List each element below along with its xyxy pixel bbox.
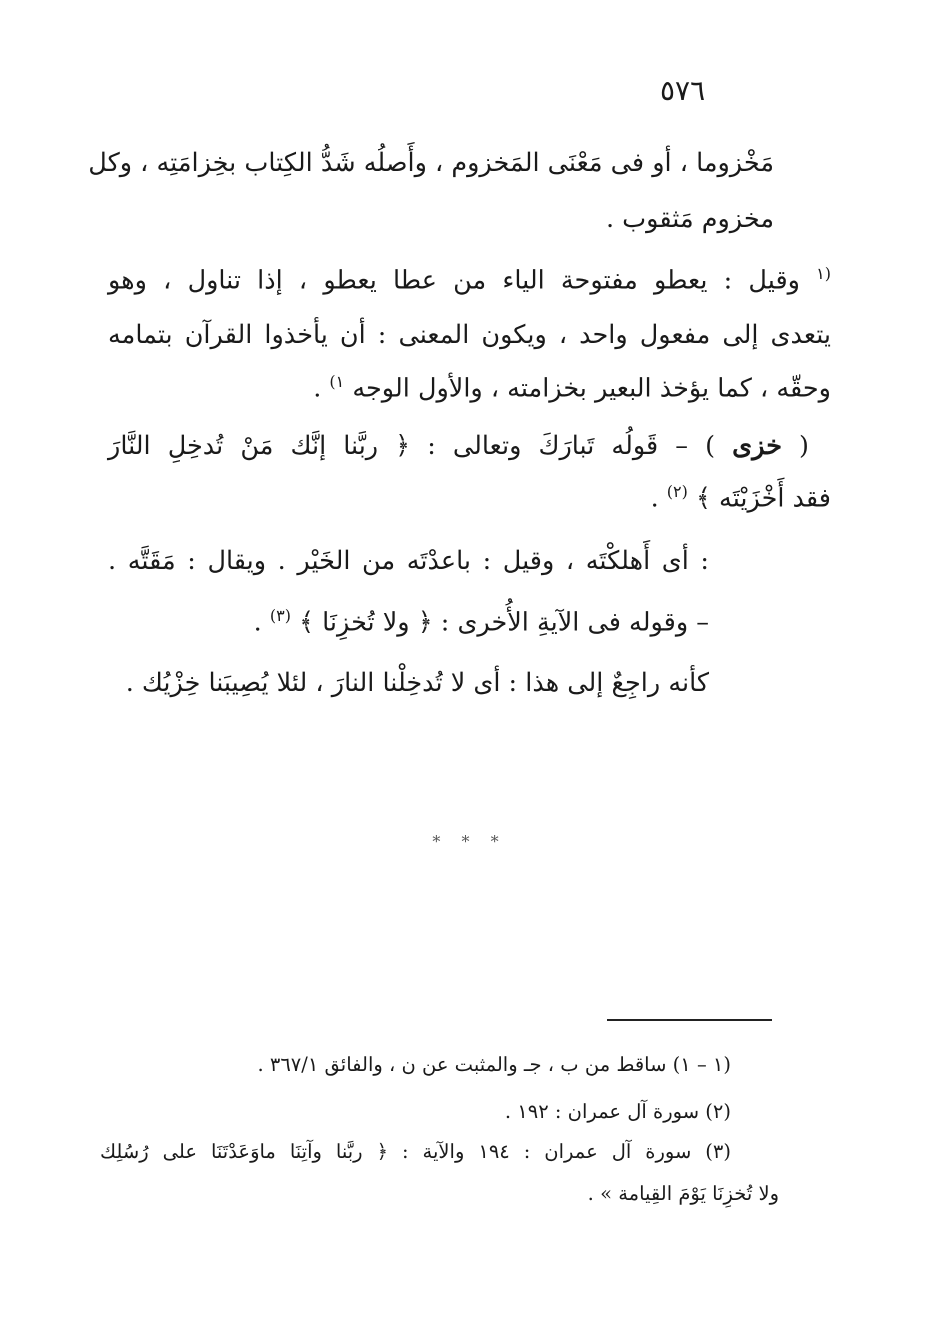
body-text: وحقّه ، كما يؤخذ البعير بخزامته ، والأول الوجه [352, 373, 831, 404]
body-line [108, 372, 831, 404]
footnote: (٣) سورة آل عمران : ١٩٤ والآية : ﴿ ربَّنا وآتِنَا ماوَعَدْتَنَا على رُسُلِك [100, 1140, 731, 1163]
body-line: مَخْزوما ، أو فى مَعْنَى المَخزوم ، وأَصلُه شَدُّ الكِتاب بخِزامَتِه ، وكل [88, 148, 774, 178]
body-line: : أى أَهلكْتَه ، وقيل : باعدْتَه من الخَيْر . ويقال : مَقَتَّه . [108, 546, 709, 576]
body-line: كأنه راجِعٌ إلى هذا : أى لا تُدخِلْنا النارَ ، لئلا يُصِيبَنا خِزْيُك . [125, 668, 709, 698]
body-line: مخزوم مَثقوب . [605, 204, 774, 234]
footnote: (٢) سورة آل عمران : ١٩٢ . [504, 1100, 731, 1123]
quran-quote: فقد أَخْزَيْتَه ﴾ [695, 483, 831, 514]
quran-quote: – وقوله فى الآيةِ الأُخرى : ﴿ ولا تُخزِنَا ﴾ [299, 607, 709, 638]
body-text: . [313, 373, 322, 404]
footnote-separator [607, 1019, 772, 1021]
footnote-marker: ١) [329, 372, 345, 391]
footnote-ref: (٣) [269, 606, 291, 625]
footnote-marker: (١ [816, 264, 831, 283]
body-text: . [253, 607, 262, 638]
body-line: يتعدى إلى مفعول واحد ، ويكون المعنى : أن يأخذوا القرآن بتمامه [108, 320, 831, 350]
body-line [108, 606, 709, 638]
footnote: ولا تُخزِنَا يَوْمَ القِيامة » . [587, 1182, 779, 1205]
body-text: . [650, 483, 659, 514]
bracket: ( [799, 431, 809, 461]
section-ornament: * * * [432, 832, 507, 851]
footnote: (١ – ١) ساقط من ب ، جـ والمثبت عن ن ، والفائق ٣٦٧/١ . [257, 1053, 731, 1076]
body-text: وقيل : يعطو مفتوحة الياء من عطا يعطو ، إذا تناول ، وهو [108, 265, 800, 296]
body-line [108, 264, 831, 296]
entry-headline [108, 430, 809, 461]
body-text: – قَولُه تَبارَكَ وتعالى : ﴿ ربَّنا إنَّك مَنْ تُدخِلِ النَّارَ [108, 431, 689, 461]
page-number: ٥٧٦ [660, 74, 706, 107]
bracket: ) [705, 431, 716, 461]
footnote-ref: (٢) [666, 482, 688, 501]
body-line [108, 482, 831, 514]
headword: خزى [732, 431, 782, 461]
